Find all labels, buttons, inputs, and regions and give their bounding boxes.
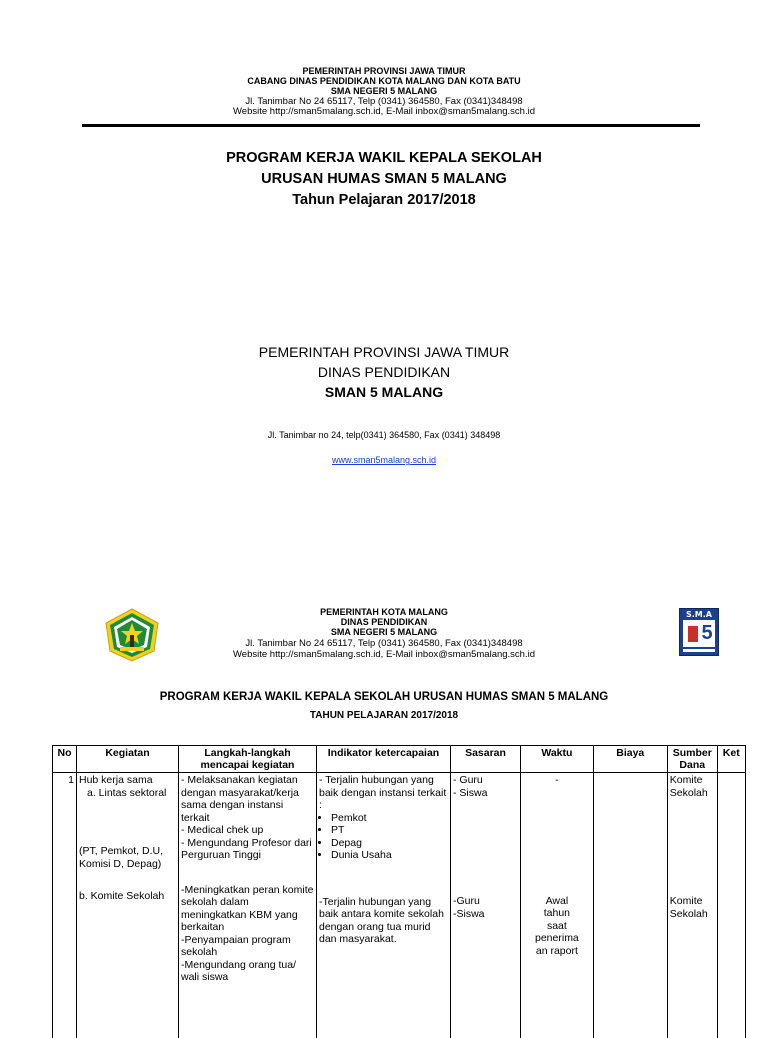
cell-indikator	[317, 773, 451, 1038]
col-header-ket: Ket	[717, 746, 745, 773]
sma5-logo-number: 5	[701, 622, 713, 644]
header3-website: Website http://sman5malang.sch.id, E-Mail inbox@sman5malang.sch.id	[233, 649, 535, 660]
header2-address: Jl. Tanimbar no 24, telp(0341) 364580, Fax (0341) 348498	[267, 430, 501, 440]
indikator-item: -Terjalin hubungan yang baik antara komite sekolah dengan orang tua murid dan masyarakat.	[319, 895, 444, 945]
col-header-biaya: Biaya	[593, 746, 667, 773]
langkah-item: -Mengundang orang tua/ wali siswa	[181, 958, 297, 983]
header3-line3: SMA NEGERI 5 MALANG	[330, 627, 438, 637]
cell-biaya	[593, 773, 667, 1038]
kegiatan-lintas-sektoral: a. Lintas sektoral	[87, 786, 167, 799]
cell-sasaran	[451, 773, 521, 1038]
col-header-waktu: Waktu	[521, 746, 594, 773]
col-header-sumber: Sumber Dana	[667, 746, 717, 773]
title1-line3: Tahun Pelajaran 2017/2018	[292, 192, 476, 208]
langkah-item: - Melaksanakan kegiatan dengan masyarakat/kerja sama dengan instansi terkait	[181, 774, 299, 824]
langkah-item: - Medical chek up	[181, 824, 264, 836]
sasaran-item: -Siswa	[453, 907, 485, 920]
indikator-list	[319, 812, 448, 862]
kegiatan-komite: b. Komite Sekolah	[79, 890, 165, 902]
langkah-item: -Meningkatkan peran komite sekolah dalam meningkatkan KBM yang berkaitan	[181, 883, 314, 933]
header2-line2: DINAS PENDIDIKAN	[317, 364, 451, 380]
cell-kegiatan	[77, 773, 179, 1038]
header3-address: Jl. Tanimbar No 24 65117, Telp (0341) 364580, Fax (0341)348498	[245, 638, 523, 649]
sasaran-item: - Guru	[453, 774, 483, 786]
langkah-item: -Penyampaian program sekolah	[181, 933, 291, 958]
cell-langkah	[179, 773, 317, 1038]
header2-line3: SMAN 5 MALANG	[324, 384, 444, 400]
kegiatan-title: Hub kerja sama	[79, 774, 153, 786]
col-header-sasaran: Sasaran	[451, 746, 521, 773]
cell-no: 1	[53, 773, 77, 1038]
title1-line1: PROGRAM KERJA WAKIL KEPALA SEKOLAH	[226, 150, 542, 166]
list-item: • Depag	[331, 837, 448, 850]
header1-line1: PEMERINTAH PROVINSI JAWA TIMUR	[302, 66, 466, 76]
cell-ket	[717, 773, 745, 1038]
header2-website-link[interactable]: www.sman5malang.sch.id	[331, 455, 437, 465]
sumber-item: Komite Sekolah	[669, 895, 708, 920]
header1-line2: CABANG DINAS PENDIDIKAN KOTA MALANG DAN KOTA BATU	[247, 76, 521, 86]
col-header-langkah: Langkah-langkah mencapai kegiatan	[179, 746, 317, 773]
col-header-kegiatan: Kegiatan	[77, 746, 179, 773]
header1-line3: SMA NEGERI 5 MALANG	[330, 86, 438, 96]
indikator-item: - Terjalin hubungan yang baik dengan instansi terkait :	[319, 774, 447, 811]
header1-rule	[82, 124, 700, 127]
col-header-no: No	[53, 746, 77, 773]
waktu-item: Awal tahun saat penerima an raport	[535, 894, 579, 957]
program-table	[52, 745, 746, 1038]
sma5-logo-text: S.M.A	[686, 610, 712, 619]
kegiatan-instansi: (PT, Pemkot, D.U, Komisi D, Depag)	[79, 845, 164, 870]
sma5-logo	[679, 608, 719, 656]
sumber-item: Komite Sekolah	[669, 774, 708, 799]
list-item: • PT	[331, 824, 448, 837]
table-row	[53, 773, 746, 1038]
header2-line1: PEMERINTAH PROVINSI JAWA TIMUR	[258, 344, 510, 360]
title2-line2: TAHUN PELAJARAN 2017/2018	[309, 710, 459, 721]
langkah-item: - Mengundang Profesor dari Perguruan Tinggi	[181, 836, 312, 861]
waktu-item: -	[555, 774, 559, 786]
sasaran-item: -Guru	[453, 895, 480, 907]
header3-line2: DINAS PENDIDIKAN	[340, 617, 428, 627]
header3-line1: PEMERINTAH KOTA MALANG	[320, 607, 448, 617]
list-item: • Dunia Usaha	[331, 849, 448, 862]
header1-address: Jl. Tanimbar No 24 65117, Telp (0341) 364580, Fax (0341)348498	[245, 96, 523, 107]
cell-sumber	[667, 773, 717, 1038]
title1-line2: URUSAN HUMAS SMAN 5 MALANG	[261, 171, 507, 187]
col-header-indikator: Indikator ketercapaian	[317, 746, 451, 773]
header1-website: Website http://sman5malang.sch.id, E-Mail inbox@sman5malang.sch.id	[233, 106, 535, 117]
sasaran-item: - Siswa	[453, 786, 488, 799]
list-item: • Pemkot	[331, 812, 448, 825]
title2-line1: PROGRAM KERJA WAKIL KEPALA SEKOLAH URUSAN HUMAS SMAN 5 MALANG	[159, 691, 609, 703]
cell-waktu	[521, 773, 594, 1038]
table-header-row	[53, 746, 746, 773]
